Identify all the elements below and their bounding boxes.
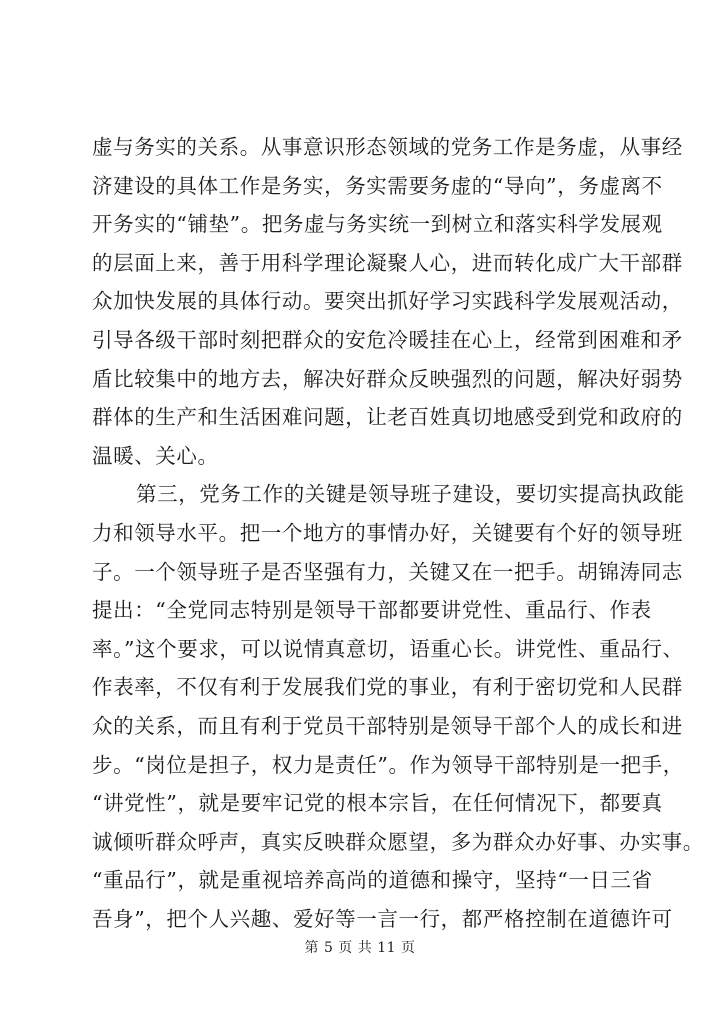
text-line: “讲党性”，就是要牢记党的根本宗旨，在任何情况下，都要真 (92, 791, 663, 816)
text-line: “重品行”，就是重视培养高尚的道德和操守，坚持“一日三省 (92, 868, 653, 893)
paragraph-start-line: 第三，党务工作的关键是领导班子建设，要切实提高执政能 (136, 482, 685, 507)
text-line: 吾身”，把个人兴趣、爱好等一言一行，都严格控制在道德许可 (92, 906, 673, 931)
text-line: 开务实的“铺垫”。把务虚与务实统一到树立和落实科学发展观 (92, 212, 663, 237)
text-line: 虚与务实的关系。从事意识形态领域的党务工作是务虚，从事经 (92, 135, 683, 159)
text-line: 群体的生产和生活困难问题，让老百姓真切地感受到党和政府的 (92, 405, 683, 430)
text-line: 步。“岗位是担子，权力是责任”。作为领导干部特别是一把手， (92, 752, 684, 777)
text-line: 力和领导水平。把一个地方的事情办好，关键要有个好的领导班 (92, 520, 683, 545)
body-text (92, 128, 704, 938)
text-line: 率。”这个要求，可以说情真意切，语重心长。讲党性、重品行、 (92, 636, 684, 661)
text-line: 盾比较集中的地方去，解决好群众反映强烈的问题，解决好弱势 (92, 366, 683, 391)
text-line: 子。一个领导班子是否坚强有力，关键又在一把手。胡锦涛同志 (92, 559, 683, 584)
text-line: 作表率，不仅有利于发展我们党的事业，有利于密切党和人民群 (92, 675, 683, 700)
page-number-footer: 第 5 页 共 11 页 (304, 940, 416, 956)
text-line: 济建设的具体工作是务实，务实需要务虚的“导向”，务虚离不 (92, 173, 663, 198)
text-line: 温暖、关心。 (92, 443, 219, 468)
text-line: 众的关系，而且有利于党员干部特别是领导干部个人的成长和进 (92, 713, 683, 738)
text-line: 提出：“全党同志特别是领导干部都要讲党性、重品行、作表 (92, 598, 652, 623)
text-line: 引导各级干部时刻把群众的安危冷暖挂在心上，经常到困难和矛 (92, 327, 683, 352)
text-line: 众加快发展的具体行动。要突出抓好学习实践科学发展观活动， (92, 289, 683, 314)
text-line: 诚倾听群众呼声，真实反映群众愿望，多为群众办好事、办实事。 (92, 829, 704, 854)
text-line: 的层面上来，善于用科学理论凝聚人心，进而转化成广大干部群 (92, 250, 683, 275)
